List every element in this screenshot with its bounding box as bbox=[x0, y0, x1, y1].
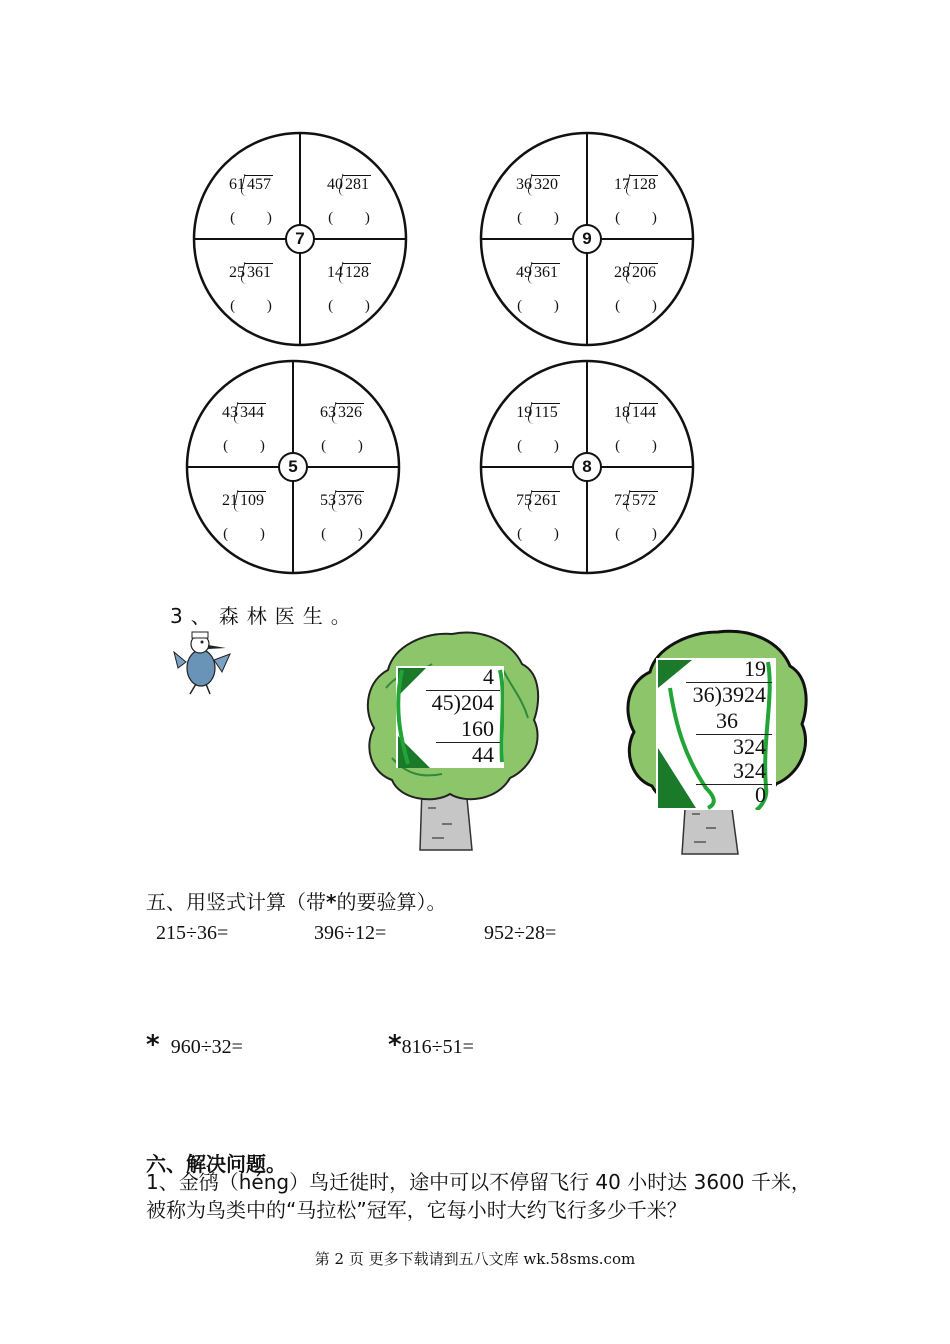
page-footer: 第 2 页 更多下载请到五八文库 wk.58sms.com bbox=[314, 1250, 636, 1268]
wheel-cell: 49 361 ( ) bbox=[492, 262, 584, 315]
word-problem-1: 1、金鸻（héng）鸟迁徙时，途中可以不停留飞行 40 小时达 3600 千米，被称为鸟类中的“马拉松”冠军，它每小时大约飞行多少千米？ bbox=[146, 1170, 811, 1222]
tree-1 bbox=[362, 628, 542, 858]
answer-blank[interactable]: ( ) bbox=[328, 298, 384, 314]
wheel-center-number: 8 bbox=[572, 452, 602, 482]
wheel-cell: 21 109 ( ) bbox=[198, 490, 290, 543]
wheel-center-number: 5 bbox=[278, 452, 308, 482]
problem-5: *816÷51= bbox=[388, 1030, 474, 1060]
answer-blank[interactable]: ( ) bbox=[230, 298, 286, 314]
tree-1-quotient: 4 bbox=[483, 664, 494, 689]
wheel-cell: 53 376 ( ) bbox=[296, 490, 388, 543]
tree-2-division: 36)3924 bbox=[692, 682, 766, 707]
answer-blank[interactable]: ( ) bbox=[223, 526, 279, 542]
asterisk-icon: * bbox=[146, 1030, 160, 1060]
answer-blank[interactable]: ( ) bbox=[517, 210, 573, 226]
wheel-cell: 18 144 ( ) bbox=[590, 402, 682, 455]
answer-blank[interactable]: ( ) bbox=[615, 438, 671, 454]
wheel-cell: 19 115 ( ) bbox=[492, 402, 584, 455]
tree-2-line6: 0 bbox=[755, 782, 766, 807]
answer-blank[interactable]: ( ) bbox=[321, 526, 377, 542]
wheel-cell: 72 572 ( ) bbox=[590, 490, 682, 543]
section-5-title: 五、用竖式计算（带*的要验算）。 bbox=[146, 890, 447, 914]
division-wheel-1 bbox=[191, 130, 409, 348]
problem-4: * 960÷32= bbox=[146, 1030, 243, 1060]
tree-2 bbox=[622, 628, 812, 860]
answer-blank[interactable]: ( ) bbox=[321, 438, 377, 454]
tree-1-calculation bbox=[396, 666, 504, 768]
wheel-center-number: 7 bbox=[285, 224, 315, 254]
tree-1-division: 45)204 bbox=[431, 690, 494, 715]
wheel-cell: 61 457 ( ) bbox=[205, 174, 297, 227]
answer-blank[interactable]: ( ) bbox=[328, 210, 384, 226]
tree-2-calculation bbox=[656, 658, 776, 810]
answer-blank[interactable]: ( ) bbox=[230, 210, 286, 226]
wheel-cell: 25 361 ( ) bbox=[205, 262, 297, 315]
tree-2-line5: 324 bbox=[733, 758, 766, 783]
answer-blank[interactable]: ( ) bbox=[223, 438, 279, 454]
division-wheel-2 bbox=[478, 130, 696, 348]
woodpecker-doctor-icon bbox=[168, 628, 234, 698]
problem-3: 952÷28= bbox=[484, 922, 557, 944]
answer-blank[interactable]: ( ) bbox=[517, 298, 573, 314]
asterisk-icon: * bbox=[388, 1030, 402, 1060]
problem-2: 396÷12= bbox=[314, 922, 387, 944]
tree-2-line4: 324 bbox=[733, 734, 766, 759]
answer-blank[interactable]: ( ) bbox=[517, 438, 573, 454]
wheel-cell: 75 261 ( ) bbox=[492, 490, 584, 543]
section-3-title: 3、森林医生。 bbox=[170, 604, 359, 628]
section-6-title: 六、解决问题。 bbox=[146, 1152, 286, 1176]
division-wheel-4 bbox=[478, 358, 696, 576]
wheel-cell: 63 326 ( ) bbox=[296, 402, 388, 455]
wheel-cell: 17 128 ( ) bbox=[590, 174, 682, 227]
tree-2-quotient: 19 bbox=[744, 656, 766, 681]
tree-1-product: 160 bbox=[461, 716, 494, 741]
wheel-cell: 14 128 ( ) bbox=[303, 262, 395, 315]
answer-blank[interactable]: ( ) bbox=[517, 526, 573, 542]
wheel-cell: 28 206 ( ) bbox=[590, 262, 682, 315]
wheel-cell: 40 281 ( ) bbox=[303, 174, 395, 227]
answer-blank[interactable]: ( ) bbox=[615, 298, 671, 314]
answer-blank[interactable]: ( ) bbox=[615, 210, 671, 226]
wheel-center-number: 9 bbox=[572, 224, 602, 254]
problem-1: 215÷36= bbox=[156, 922, 229, 944]
answer-blank[interactable]: ( ) bbox=[615, 526, 671, 542]
wheel-cell: 36 320 ( ) bbox=[492, 174, 584, 227]
wheel-cell: 43 344 ( ) bbox=[198, 402, 290, 455]
tree-2-line3: 36 bbox=[716, 708, 738, 733]
tree-1-remainder: 44 bbox=[472, 742, 494, 767]
division-wheel-3 bbox=[184, 358, 402, 576]
